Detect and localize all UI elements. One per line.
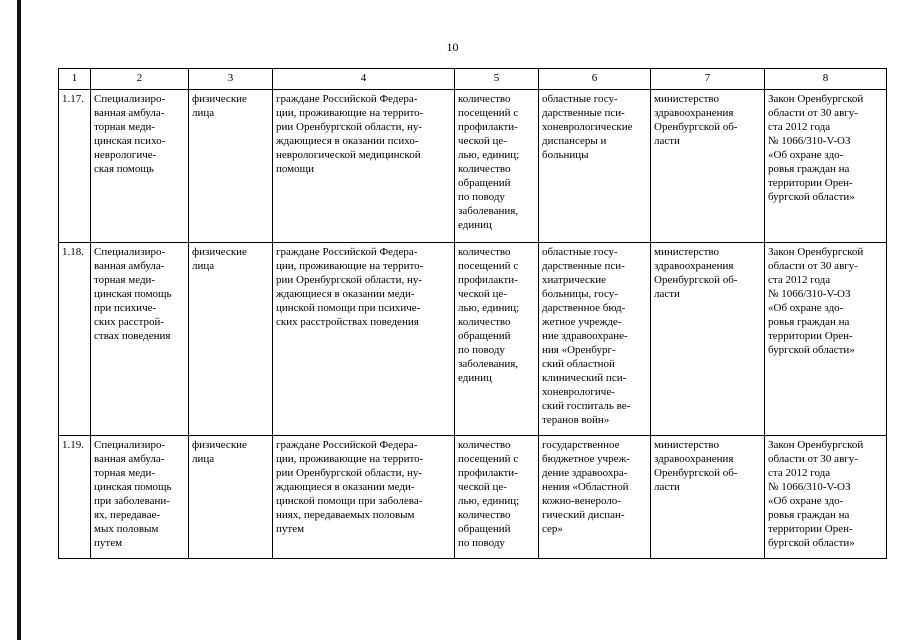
recipients-cell: граждане Российской Федера- ции, проживающие на террито- рии Оренбургской области, ну- ждающиеся в оказании психо- неврологической медицинской помощи [273, 90, 455, 243]
header-cell: 5 [455, 69, 539, 90]
providers-cell: областные госу- дарственные пси- хиатрические больницы, госу- дарственное бюд- жетное учрежде- ние здравоохране- ния «Оренбург- ский областной клинический пси- хоневрологиче- ский госпиталь ве- теранов войн» [539, 243, 651, 436]
consumer-category-cell: физические лица [189, 243, 273, 436]
table-row [59, 90, 887, 243]
legal-basis-cell: Закон Оренбургской области от 30 авгу- ста 2012 года № 1066/310-V-ОЗ «Об охране здо- ровья граждан на территории Орен- бургской области» [765, 90, 887, 243]
authority-cell: министерство здравоохранения Оренбургской об- ласти [651, 243, 765, 436]
volume-indicator-cell: количество посещений с профилакти- ческой це- лью, единиц; количество обращений по поводу [455, 436, 539, 559]
service-name-cell: Специализиро- ванная амбула- торная меди- цинская помощь при заболевани- ях, передавае- мых половым путем [91, 436, 189, 559]
page-edge-bar [17, 0, 21, 640]
volume-indicator-cell: количество посещений с профилакти- ческой це- лью, единиц; количество обращений по поводу заболевания, единиц [455, 90, 539, 243]
header-cell: 4 [273, 69, 455, 90]
volume-indicator-cell: количество посещений с профилакти- ческой це- лью, единиц; количество обращений по поводу заболевания, единиц [455, 243, 539, 436]
row-number-cell: 1.17. [59, 90, 91, 243]
service-name-cell: Специализиро- ванная амбула- торная меди- цинская помощь при психиче- ских расстрой- ствах поведения [91, 243, 189, 436]
header-cell: 8 [765, 69, 887, 90]
header-cell: 7 [651, 69, 765, 90]
recipients-cell: граждане Российской Федера- ции, проживающие на террито- рии Оренбургской области, ну- ждающиеся в оказании меди- цинской помощи при психиче- ских расстройствах поведения [273, 243, 455, 436]
table-header-row [59, 69, 887, 90]
table-row [59, 436, 887, 559]
header-cell: 3 [189, 69, 273, 90]
providers-cell: государственное бюджетное учреж- дение здравоохра- нения «Областной кожно-венероло- гический диспан- сер» [539, 436, 651, 559]
providers-cell: областные госу- дарственные пси- хоневрологические диспансеры и больницы [539, 90, 651, 243]
authority-cell: министерство здравоохранения Оренбургской об- ласти [651, 90, 765, 243]
legal-basis-cell: Закон Оренбургской области от 30 авгу- ста 2012 года № 1066/310-V-ОЗ «Об охране здо- ровья граждан на территории Орен- бургской области» [765, 243, 887, 436]
services-table [58, 68, 887, 559]
legal-basis-cell: Закон Оренбургской области от 30 авгу- ста 2012 года № 1066/310-V-ОЗ «Об охране здо- ровья граждан на территории Орен- бургской области» [765, 436, 887, 559]
table-row [59, 243, 887, 436]
service-name-cell: Специализиро- ванная амбула- торная меди- цинская психо- неврологиче- ская помощь [91, 90, 189, 243]
consumer-category-cell: физические лица [189, 436, 273, 559]
recipients-cell: граждане Российской Федера- ции, проживающие на террито- рии Оренбургской области, ну- ждающиеся в оказании меди- цинской помощи при заболева- ниях, передаваемых половым путем [273, 436, 455, 559]
page-number: 10 [446, 40, 459, 54]
consumer-category-cell: физические лица [189, 90, 273, 243]
row-number-cell: 1.18. [59, 243, 91, 436]
row-number-cell: 1.19. [59, 436, 91, 559]
header-cell: 6 [539, 69, 651, 90]
header-cell: 2 [91, 69, 189, 90]
authority-cell: министерство здравоохранения Оренбургской об- ласти [651, 436, 765, 559]
header-cell: 1 [59, 69, 91, 90]
